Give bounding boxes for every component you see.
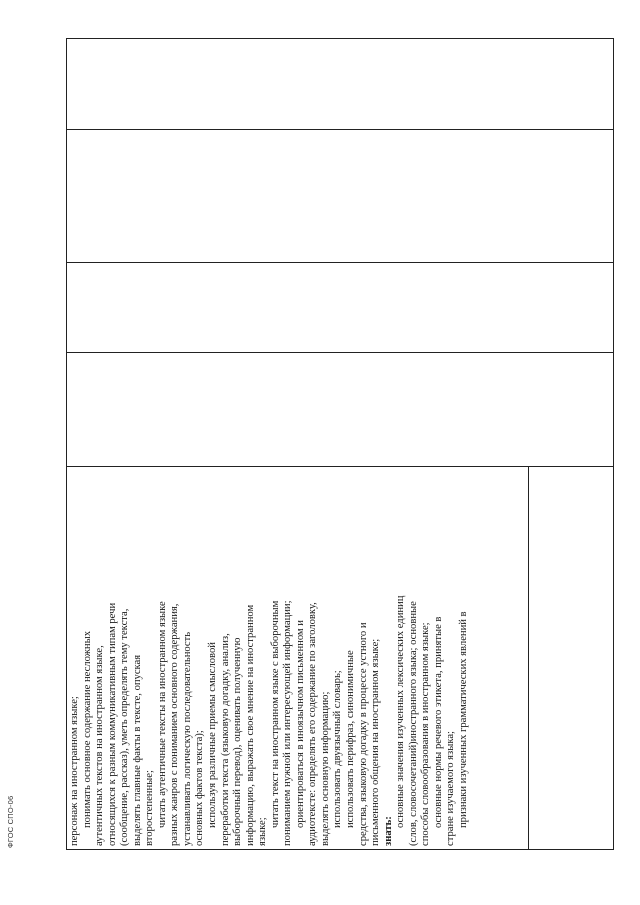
competencies-text [66, 466, 469, 850]
text-line: стране изучаемого языка; [445, 731, 457, 846]
text-line: средства, языковую догадку в процессе устного и [357, 622, 369, 846]
text-line: относящихся к разным коммуникативным типам речи [106, 602, 118, 846]
text-line: ориентироваться в иноязычном письменном и [294, 620, 306, 828]
text-line: аутентичных текстов на иностранном языке, [94, 645, 106, 846]
text-line: (слов, словосочетаний)иностранного языка; основные [407, 601, 419, 846]
text-line: знать: [382, 816, 394, 846]
table-row-divider [66, 129, 614, 130]
table-row-divider [66, 262, 614, 263]
text-line: основные значения изученных лексических единиц [395, 595, 407, 828]
text-line: выделять основную информацию; [319, 691, 331, 846]
text-line: основных фактов текста); [194, 730, 206, 846]
text-line: второстепенные; [144, 770, 156, 846]
text-line: персонаж на иностранном языке; [69, 696, 80, 846]
text-line: информацию, выражать свое мнение на иностранном [244, 604, 256, 846]
text-line: понимать основное содержание несложных [81, 630, 93, 828]
text-line: переработки текста (языковую догадку, анализ, [219, 633, 231, 846]
text-line: пониманием нужной или интересующей информации; [282, 600, 294, 846]
footer-code: ФГОС СПО-06 [6, 795, 15, 848]
text-line: читать аутентичные тексты на иностранном языке [156, 601, 168, 828]
text-line: способы словообразования в иностранном языке; [420, 622, 432, 846]
text-line: устанавливать логическую последовательность [181, 631, 193, 846]
text-line: письменного общения на иностранном языке; [370, 638, 382, 846]
text-line: (сообщение, рассказ), уметь определять тему текста, [119, 608, 131, 846]
text-line: использовать перифраз, синонимичные [345, 650, 357, 828]
text-line: основные нормы речевого этикета, принятые в [432, 616, 444, 828]
text-line: выборочный перевод), оценивать полученную [232, 637, 244, 846]
text-line: читать текст на иностранном языке с выборочным [269, 600, 281, 828]
text-line: разных жанров с пониманием основного содержания, [169, 603, 181, 846]
table-row-divider [66, 352, 614, 353]
text-line: признаки изученных грамматических явлений в [457, 611, 469, 828]
text-line: использовать двуязычный словарь; [332, 670, 344, 828]
text-line: выделять главные факты в тексте, опуская [131, 654, 143, 846]
competencies-cell [66, 466, 469, 850]
table-column-divider [528, 466, 529, 850]
text-line: языке; [257, 817, 269, 846]
text-line: аудиотексте: определять его содержание по заголовку, [307, 602, 319, 846]
text-line: используя различные приемы смысловой [207, 642, 219, 828]
